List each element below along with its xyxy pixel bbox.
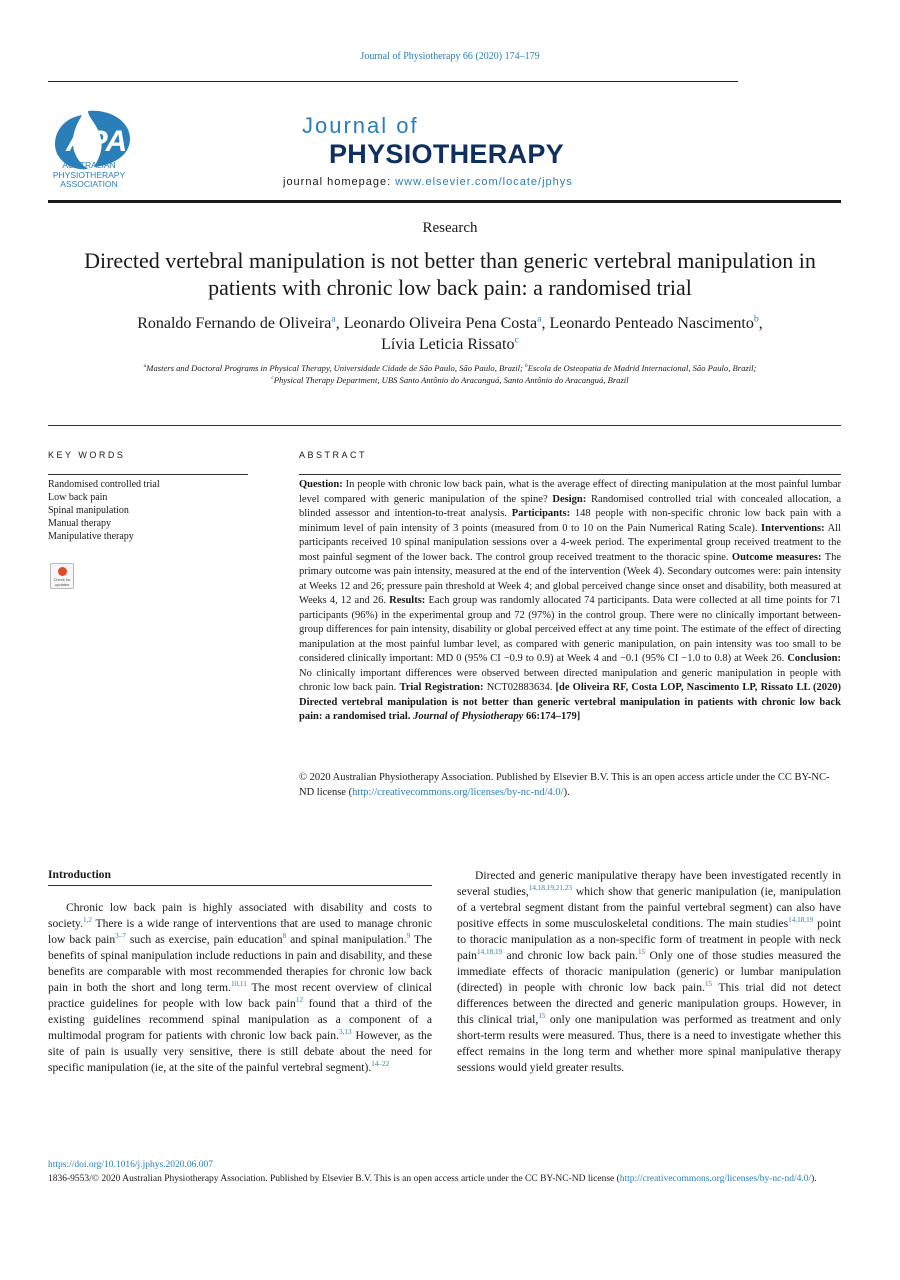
keyword-item: Manual therapy (48, 518, 112, 529)
abstract-label: Outcome measures: (731, 551, 822, 563)
footer-license-end: ). (811, 1174, 817, 1184)
paragraph-text: The benefits of spinal manipulation include reductions in pain and disability, and these benefits are comparable with most recommended therapies for chronic low back pain in both the short and long term. (48, 933, 432, 994)
paragraph-text: point to thoracic manipulation as a non-specific form of treatment in people with neck pain (457, 917, 841, 962)
footer-license-text: 1836-9553/© 2020 Australian Physiotherapy Association. Published by Elsevier B.V. This is an open access article under the CC BY-NC-ND license ( (48, 1174, 620, 1184)
abstract-label: Participants: (511, 508, 571, 519)
abstract-label: Interventions: (761, 522, 825, 534)
keyword-item: Manipulative therapy (48, 531, 134, 542)
intro-paragraph-1 (48, 900, 432, 1076)
abstract-label: Question: (299, 479, 343, 490)
citation-ref[interactable]: 15 (538, 1012, 546, 1021)
homepage-label: journal homepage: (283, 176, 396, 188)
introduction-rule (48, 885, 432, 886)
citation-ref[interactable]: 12 (295, 996, 304, 1005)
abstract-rule (299, 474, 841, 475)
journal-of-label: Journal of (302, 113, 419, 138)
abstract-heading: ABSTRACT (299, 450, 368, 460)
abstract-label: Trial Registration: (399, 682, 484, 693)
paragraph-text: This trial did not detect differences between the directed and generic manipulation groups. However, in this clinical trial, (457, 981, 841, 1026)
abstract-text: Randomised controlled trial with concealed allocation, a blinded assessor and intention-to-treat analysis. (299, 493, 842, 519)
journal-homepage (283, 176, 573, 188)
author-name[interactable]: Leonardo Oliveira Pena Costa (343, 315, 538, 332)
citation-ref[interactable]: 3–7 (115, 932, 126, 941)
abstract-text: No clinically important differences were observed between directed manipulation and generic manipulation in people with chronic low back pain. (299, 667, 841, 693)
paragraph-text: There is a wide range of interventions that are used to manage chronic low back pain (48, 917, 432, 946)
author-affiliation-mark[interactable]: a (331, 313, 336, 325)
footer-license (48, 1173, 841, 1186)
footer-license-link[interactable]: http://creativecommons.org/licenses/by-nc-nd/4.0/ (619, 1174, 812, 1184)
abstract-text: The primary outcome was pain intensity, measured at the end of the intervention (Week 4). Secondary outcomes were: pain intensity at Weeks 12 and 26; pressure pain threshold at Week 4; and global perceived change since onset and disability, both measured at Weeks 4, 12 and 26. (299, 551, 842, 606)
author-affiliation-mark[interactable]: a (537, 313, 542, 325)
abstract-text: Each group was randomly allocated 74 participants. Data were collected at all time points for 71 participants (96%) in the experimental group and 72 (97%) in the control group. There were no clinically important between-group differences for pain intensity, disability or global perceived effect at any time point. The estimate of the effect of directing manipulation at the most painful lumbar level, as compared with generic manipulation, on pain intensity was too small to be considered clinically important: MD 0 (95% CI −0.9 to 0.9) at Week 4 and −0.1 (95% CI −1.0 to 0.8) at Week 26. (299, 595, 842, 664)
keywords-rule (48, 474, 248, 475)
article-title: Directed vertebral manipulation is not better than generic vertebral manipulation in patients with chronic low back pain: a randomised trial (84, 248, 816, 300)
author-affiliation-mark[interactable]: c (514, 334, 519, 346)
affiliation-mark: a (143, 363, 147, 370)
top-rule (48, 81, 738, 82)
paragraph-text: and spinal manipulation. (286, 933, 407, 946)
citation-journal: Journal of Physiotherapy (413, 711, 524, 722)
citation-ref[interactable]: 14,18,19 (788, 916, 814, 925)
journal-name: PHYSIOTHERAPY (329, 139, 564, 169)
abstract-label: Design: (552, 493, 587, 505)
keyword-item: Low back pain (48, 492, 108, 503)
check-for-updates-button[interactable] (50, 563, 74, 589)
paragraph-text: Only one of those studies measured the immediate effects of thoracic manipulation (generic) or lumbar manipulation (directed) in people with chronic low back pain. (457, 949, 841, 994)
citation-ref[interactable]: 15 (637, 948, 646, 957)
paragraph-text: Chronic low back pain is highly associated with disability and costs to society. (48, 901, 432, 930)
copyright-end: ). (563, 786, 570, 798)
affiliation-mark: b (525, 363, 528, 370)
abstract-body (299, 478, 841, 725)
trial-registration-id: NCT02883634. (486, 682, 553, 693)
paragraph-text: found that a third of the existing guidelines recommend spinal manipulation as a component of a multimodal program for patients with chronic low back pain. (48, 997, 432, 1042)
abstract-text: 148 people with non-specific chronic low back pain with a minimum level of pain intensity of 3 points (measured from 0 to 10 on the Pain Numerical Rating Scale). (299, 508, 842, 534)
citation-ref[interactable]: 9 (406, 932, 411, 941)
affiliation: Masters and Doctoral Programs in Physical Therapy, Universidade Cidade de São Paulo, São Paulo, Brazil; (146, 363, 523, 373)
author-affiliation-mark[interactable]: b (753, 313, 759, 325)
meta-rule (48, 425, 841, 426)
abstract-label: Conclusion: (787, 653, 842, 664)
citation-ref[interactable]: 10,11 (230, 980, 247, 989)
copyright-text: © 2020 Australian Physiotherapy Association. Published by Elsevier B.V. This is an open access article under the CC BY-NC-ND license ( (299, 772, 830, 798)
author-name[interactable]: Lívia Leticia Rissato (381, 336, 515, 353)
affiliation: Physical Therapy Department, UBS Santo Antônio do Aracanguá, Santo Antônio do Aracanguá, Brazil (273, 375, 629, 385)
citation-ref[interactable]: 14,18,19,21,23 (528, 884, 572, 893)
paragraph-text: Directed and generic manipulative therapy have been investigated recently in several studies, (457, 869, 841, 898)
update-icon (58, 567, 67, 576)
svg-text:APA: APA (66, 125, 128, 158)
paragraph-text: which show that generic manipulation (ie, manipulation of a vertebral segment distant from the painful vertebral segment) can also have positive effects in some musculoskeletal conditions. The main studies (457, 885, 841, 930)
license-link[interactable]: http://creativecommons.org/licenses/by-nc-nd/4.0/ (352, 786, 564, 798)
citation-ref[interactable]: 3,13 (338, 1028, 352, 1037)
abstract-text: In people with chronic low back pain, what is the average effect of directing manipulation at the most painful lumbar level compared with generic manipulation of the spine? (299, 479, 842, 505)
section-label: Research (422, 220, 478, 236)
doi-link[interactable]: https://doi.org/10.1016/j.jphys.2020.06.007 (48, 1160, 214, 1170)
apa-logo-text: AUSTRALIAN PHYSIOTHERAPY ASSOCIATION (52, 160, 126, 189)
abstract-text: All participants received 10 spinal manipulation sessions over a 4-week period. The experimental group received treatment to the most painful segment of the lower back. The control group received treatment to the thoracic spine. (299, 522, 842, 563)
citation-ref[interactable]: 14–22 (371, 1060, 390, 1069)
abstract-label: Results: (389, 595, 426, 606)
citation: [de Oliveira RF, Costa LOP, Nascimento LP, Rissato LL (2020) Directed vertebral manipulation is not better than generic vertebral manipulation in patients with chronic low back pain: a randomised trial. (299, 682, 842, 722)
paragraph-text: The most recent overview of clinical practice guidelines for people with low back pain (48, 981, 433, 1010)
citation-ref[interactable]: 14,18,19 (476, 948, 503, 957)
paragraph-text: such as exercise, pain education (125, 933, 283, 946)
paragraph-text: and chronic low back pain. (502, 949, 638, 962)
introduction-heading: Introduction (48, 868, 111, 881)
author-name[interactable]: Ronaldo Fernando de Oliveira (137, 315, 332, 332)
citation-end: 66:174–179] (525, 711, 581, 722)
affiliation: Escola de Osteopatia de Madrid Internacional, São Paulo, Brazil; (527, 363, 757, 373)
header-rule (48, 200, 841, 203)
paragraph-text: only one manipulation was performed as treatment and only short-term results were measured. Thus, there is a need to investigate whether this effect remains in the long term and whether more spinal manipulative therapy sessions would yield greater results. (457, 1013, 841, 1074)
keyword-item: Spinal manipulation (48, 505, 129, 516)
citation-ref[interactable]: 8 (282, 932, 287, 941)
citation-ref[interactable]: 15 (704, 980, 713, 989)
intro-paragraph-2 (457, 868, 841, 1076)
citation-ref[interactable]: 1,2 (83, 916, 92, 925)
affiliations (55, 362, 845, 386)
author-name[interactable]: Leonardo Penteado Nascimento (549, 315, 754, 332)
paragraph-text: However, as the site of pain is usually very sensitive, there is still debate about the need for specific manipulation (ie, at the site of the painful vertebral segment). (48, 1029, 432, 1074)
abstract-copyright (299, 771, 841, 800)
keywords-heading: KEY WORDS (48, 450, 126, 460)
homepage-link[interactable]: www.elsevier.com/locate/jphys (395, 176, 573, 188)
affiliation-mark: c (271, 375, 274, 382)
keyword-item: Randomised controlled trial (48, 479, 160, 490)
journal-reference: Journal of Physiotherapy 66 (2020) 174–179 (360, 51, 540, 62)
author-list: Ronaldo Fernando de Oliveira$^a$, Leonardo Oliveira Pena Costa$^a$, Leonardo Penteado Nascimento$^b$, Lívia Leticia Rissato$^c$ (137, 313, 763, 353)
update-badge-label: Check for updates (53, 577, 71, 587)
keywords-list (48, 478, 160, 543)
